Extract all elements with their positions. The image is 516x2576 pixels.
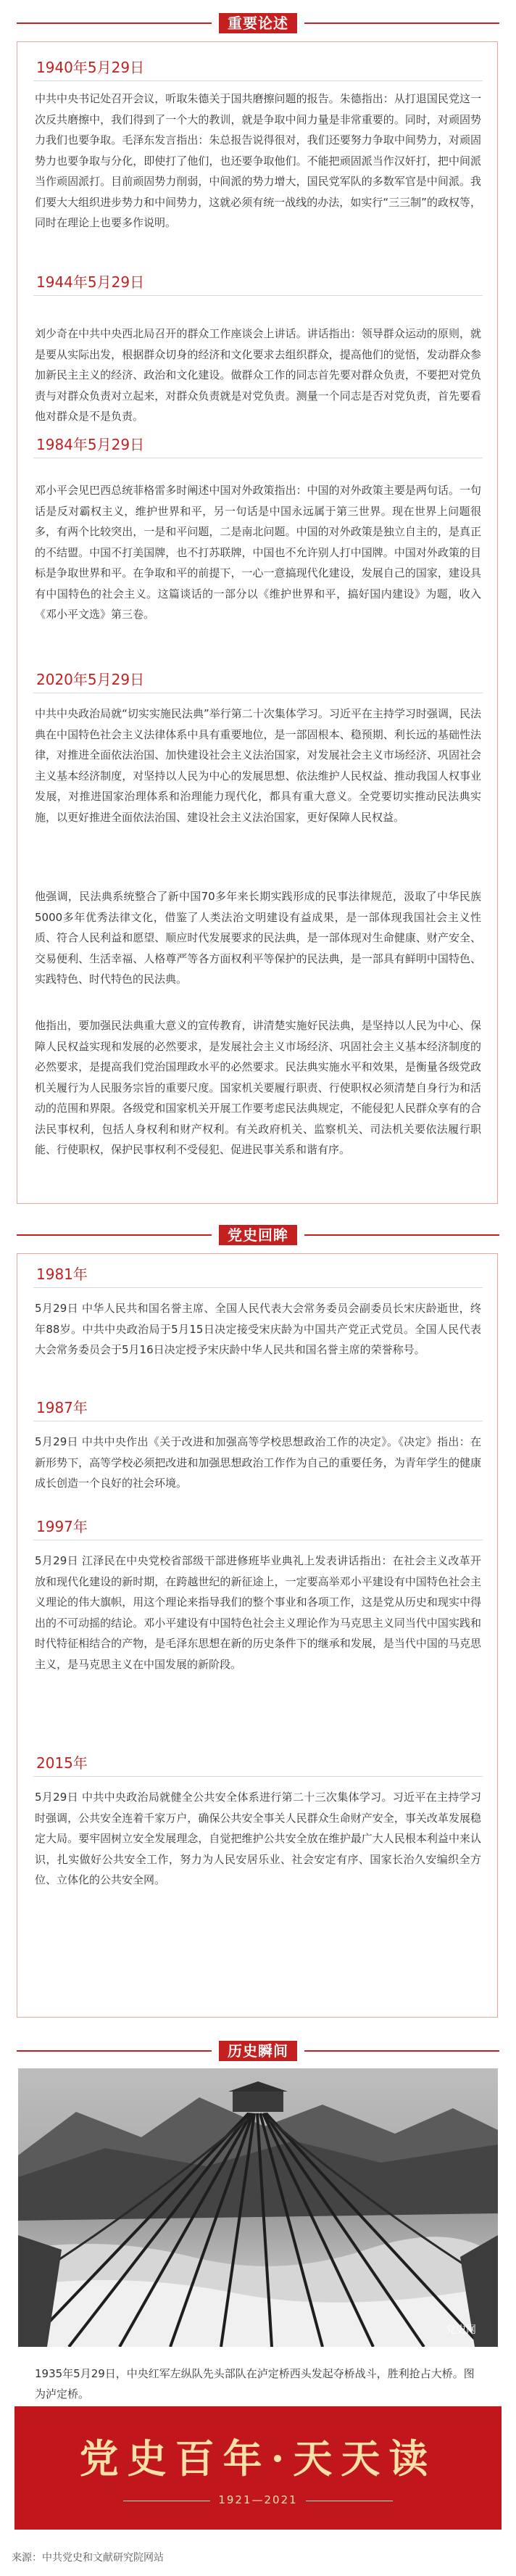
section-header-moment [0,2036,516,2065]
history-year: 2015年 [36,1754,88,1772]
section-header-important [0,9,516,38]
item-date: 1984年5月29日 [36,436,145,453]
item-date: 1944年5月29日 [36,273,145,291]
section-title-history: 党史回眸 [219,1225,297,1245]
banner-title: 党史百年·天天读 [79,2435,437,2482]
item-text: 他强调，民法典系统整合了新中国70多年来长期实践形成的民事法律规范，汲取了中华民族5000多年优秀法律文化，借鉴了人类法治文明建设有益成果，是一部体现我国社会主义性质、符合人民利益和愿望、顺应时代发展要求的民法典，是一部体现对生命健康、财产安全、交易便利、生活幸福、人格尊严等各方面权利平等保护的民法典，是一部具有鲜明中国特色、实践特色、时代特色的民法典。 [35,890,481,986]
history-year: 1987年 [36,1399,88,1416]
date-divider [33,1287,483,1288]
banner [14,2406,502,2530]
history-year: 1997年 [36,1518,88,1535]
banner-years: 1921—2021 [218,2493,298,2506]
history-text: 5月29日 中共中央作出《关于改进和加强高等学校思想政治工作的决定》。《决定》指出：在新形势下，高等学校必须把改进和加强思想政治工作作为自己的重要任务，为青年学生的健康成长创造一个良好的社会环境。 [35,1435,481,1490]
item-text: 刘少奇在中共中央西北局召开的群众工作座谈会上讲话。讲话指出：领导群众运动的原则，就是要从实际出发，根据群众切身的经济和文化要求去组织群众，提高他们的觉悟，发动群众参加新民主主义的经济、政治和文化建设。做群众工作的同志首先要对群众负责，不要把对党负责与对群众负责对立起来，对群众负责就是对党负责。测量一个同志是否对党负责，首先要看他对群众是不是负责。 [35,327,481,423]
section-title-moment: 历史瞬间 [219,2041,297,2061]
item-text: 中共中央政治局就“切实实施民法典”举行第二十次集体学习。习近平在主持学习时强调，民法典在中国特色社会主义法律体系中具有重要地位，是一部固根本、稳预期、利长远的基础性法律，对推进全面依法治国、加快建设社会主义法治国家，对发展社会主义市场经济、巩固社会主义基本经济制度，对坚持以人民为中心的发展思想、依法维护人民权益、推动我国人权事业发展，对推进国家治理体系和治理能力现代化，都具有重大意义。全党要切实推动民法典实施，以更好推进全面依法治国、建设社会主义法治国家，更好保障人民权益。 [35,707,481,824]
section-header-history [0,1221,516,1250]
item-text: 中共中央书记处召开会议，听取朱德关于国共磨擦问题的报告。朱德指出：从打退国民党这一次反共磨擦中，我们得到了一个大的教训，就是争取中间力量是非常重要的。同时，对顽固势力我们也要争取。毛泽东发言指出：朱总报告说得很对，我们还要努力争取中间势力，对顽固势力也要争取与分化，即使打了他们，也还要争取他们。不能把顽固派当作汉奸打，把中间派当作顽固派打。目前顽固势力削弱，中间派的势力增大，国民党军队的多数军官是中间派。我们要大大组织进步势力和中间势力，这就必须有统一战线的办法，如实行“三三制”的政权等，同时在理论上也要多作说明。 [35,92,481,229]
history-text: 5月29日 中共中央政治局就健全公共安全体系进行第二十三次集体学习。习近平在主持学习时强调，公共安全连着千家万户，确保公共安全事关人民群众生命财产安全，事关改革发展稳定大局。要牢固树立安全发展理念，自觉把维护公共安全放在维护最广大人民根本利益中来认识，扎实做好公共安全工作，努力为人民安居乐业、社会安定有序、国家长治久安编织全方位、立体化的公共安全网。 [35,1791,481,1886]
photo-watermark: 党史网 [446,2324,476,2336]
history-text: 5月29日 江泽民在中央党校省部级干部进修班毕业典礼上发表讲话指出：在社会主义改革开放和现代化建设的新时期，在跨越世纪的新征途上，一定要高举邓小平建设有中国特色社会主义理论的伟大旗帜，用这个理论来指导我们的整个事业和各项工作，这是党从历史和现实中得出的不可动摇的结论。邓小平建设有中国特色社会主义理论作为马克思主义同当代中国实践和时代特征相结合的产物，是毛泽东思想在新的历史条件下的继承和发展，是当代中国的马克思主义，是马克思主义在中国发展的新阶段。 [35,1554,481,1671]
date-divider [33,295,483,296]
date-divider [33,1776,483,1777]
item-date: 1940年5月29日 [36,59,145,76]
date-divider [33,80,483,81]
history-year: 1981年 [36,1266,88,1283]
item-text: 他指出，要加强民法典重大意义的宣传教育，讲清楚实施好民法典，是坚持以人民为中心、保障人民权益实现和发展的必然要求，是发展社会主义市场经济、巩固社会主义基本经济制度的必然要求，是提高我们党治国理政水平的必然要求。民法典实施水平和效果，是衡量各级党政机关履行为人民服务宗旨的重要尺度。国家机关要履行职责、行使职权必须清楚自身行为和活动的范围和界限。各级党和国家机关开展工作要考虑民法典规定，不能侵犯人民群众享有的合法民事权利，包括人身权利和财产权利。有关政府机关、监察机关、司法机关要依法履行职能、行使职权，保护民事权利不受侵犯、促进民事关系和谐有序。 [35,1019,481,1156]
item-date: 2020年5月29日 [36,671,145,688]
photo-caption: 1935年5月29日，中央红军左纵队先头部队在泸定桥西头发起夺桥战斗，胜利抢占大桥。图为泸定桥。 [35,2367,475,2400]
item-text: 邓小平会见巴西总统菲格雷多时阐述中国对外政策指出：中国的对外政策主要是两句话。一句话是反对霸权主义，维护世界和平，另一句话是中国永远属于第三世界。现在世界上问题很多，有两个比较突出，一是和平问题，二是南北问题。中国的对外政策是独立自主的，是真正的不结盟。中国不打美国牌，也不打苏联牌，中国也不允许别人打中国牌。中国对外政策的目标是争取世界和平。在争取和平的前提下，一心一意搞现代化建设，发展自己的国家，建设具有中国特色的社会主义。这篇谈话的一部分以《维护世界和平，搞好国内建设》为题，收入《邓小平文选》第三卷。 [35,484,481,621]
history-text: 5月29日 中华人民共和国名誉主席、全国人民代表大会常务委员会副委员长宋庆龄逝世，终年88岁。中共中央政治局于5月15日决定接受宋庆龄为中国共产党正式党员。全国人民代表大会常务委员会于5月16日决定授予宋庆龄中华人民共和国名誉主席的荣誉称号。 [35,1302,481,1356]
section-title-important: 重要论述 [219,13,297,33]
luding-bridge-photo [18,2068,498,2347]
source-credit: 来源：中共党史和文献研究院网站 [12,2552,164,2564]
